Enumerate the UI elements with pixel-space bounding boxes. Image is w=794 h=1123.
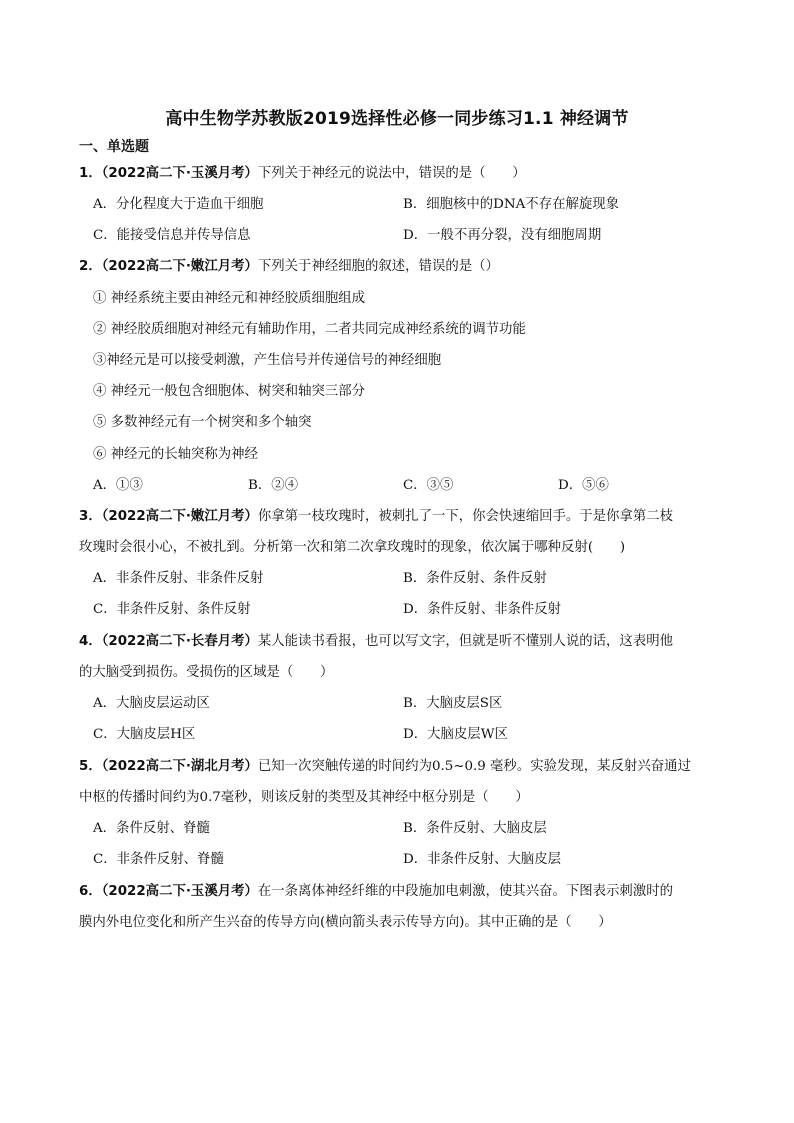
statement-item: ③神经元是可以接受刺激，产生信号并传递信号的神经细胞	[93, 353, 442, 368]
option-a: A．非条件反射、非条件反射	[93, 571, 264, 586]
question-source: （2022高二下·嫩江月考）	[101, 509, 258, 524]
question-3-stem	[79, 507, 673, 527]
question-5-stem	[79, 757, 691, 777]
section-heading: 一、单选题	[79, 139, 149, 155]
option-b: B．条件反射、条件反射	[403, 571, 547, 586]
option-c: C．非条件反射、脊髓	[93, 852, 224, 867]
option-d: D．非条件反射、大脑皮层	[403, 852, 562, 867]
question-source: （2022高二下·湖北月考）	[101, 759, 258, 774]
question-number: 1．	[79, 166, 102, 181]
question-5-stem-continued: 中枢的传播时间约为0.7毫秒，则该反射的类型及其神经中枢分别是（ ）	[79, 790, 529, 805]
question-number: 3．	[79, 509, 102, 524]
option-b: B．大脑皮层S区	[403, 696, 503, 711]
question-number: 4．	[79, 634, 102, 649]
option-a: A．分化程度大于造血干细胞	[93, 197, 264, 212]
question-number: 5．	[79, 759, 102, 774]
question-4-stem-continued: 的大脑受到损伤。受损伤的区域是（ ）	[79, 665, 334, 680]
statement-item: ① 神经系统主要由神经元和神经胶质细胞组成	[93, 291, 366, 306]
statement-item: ⑤ 多数神经元有一个树突和多个轴突	[93, 415, 312, 430]
option-c: C．能接受信息并传导信息	[93, 228, 251, 243]
question-6-stem	[79, 882, 673, 902]
option-d: D．⑤⑥	[558, 478, 609, 493]
question-3-stem-continued: 玫瑰时会很小心，不被扎到。分析第一次和第二次拿玫瑰时的现象，依次属于哪种反射( )	[79, 540, 626, 555]
question-text: 在一条离体神经纤维的中段施加电刺激，使其兴奋。下图表示刺激时的	[257, 884, 673, 899]
statement-item: ⑥ 神经元的长轴突称为神经	[93, 447, 258, 462]
question-number: 2．	[79, 259, 102, 274]
question-text: 你拿第一枝玫瑰时，被刺扎了一下，你会快速缩回手。于是你拿第二枝	[257, 509, 673, 524]
question-4-stem	[79, 632, 673, 652]
option-b: B．②④	[248, 478, 299, 493]
option-b: B．细胞核中的DNA不存在解旋现象	[403, 197, 620, 212]
question-number: 6．	[79, 884, 102, 899]
question-text: 某人能读书看报，也可以写文字，但就是听不懂别人说的话，这表明他	[257, 634, 673, 649]
document-title: 高中生物学苏教版2019选择性必修一同步练习1.1 神经调节	[165, 109, 629, 129]
option-c: C．大脑皮层H区	[93, 727, 196, 742]
question-source: （2022高二下·长春月考）	[101, 634, 258, 649]
question-text: 已知一次突触传递的时间约为0.5~0.9 毫秒。实验发现，某反射兴奋通过	[257, 759, 691, 774]
question-2-stem	[79, 257, 499, 277]
question-1-stem	[79, 164, 526, 184]
option-a: A．①③	[93, 478, 143, 493]
option-c: C．非条件反射、条件反射	[93, 602, 251, 617]
question-6-stem-continued: 膜内外电位变化和所产生兴奋的传导方向(横向箭头表示传导方向)。其中正确的是（ ）	[79, 915, 612, 930]
statement-item: ④ 神经元一般包含细胞体、树突和轴突三部分	[93, 384, 366, 399]
option-a: A．大脑皮层运动区	[93, 696, 210, 711]
option-d: D．一般不再分裂，没有细胞周期	[403, 228, 602, 243]
option-a: A．条件反射、脊髓	[93, 821, 210, 836]
question-text: 下列关于神经元的说法中，错误的是（ ）	[257, 166, 526, 181]
question-text: 下列关于神经细胞的叙述，错误的是（）	[257, 259, 499, 274]
question-source: （2022高二下·玉溪月考）	[101, 166, 258, 181]
option-d: D．大脑皮层W区	[403, 727, 508, 742]
option-b: B．条件反射、大脑皮层	[403, 821, 547, 836]
question-source: （2022高二下·嫩江月考）	[101, 259, 258, 274]
statement-item: ② 神经胶质细胞对神经元有辅助作用，二者共同完成神经系统的调节功能	[93, 322, 526, 337]
option-c: C．③⑤	[403, 478, 454, 493]
question-source: （2022高二下·玉溪月考）	[101, 884, 258, 899]
option-d: D．条件反射、非条件反射	[403, 602, 562, 617]
